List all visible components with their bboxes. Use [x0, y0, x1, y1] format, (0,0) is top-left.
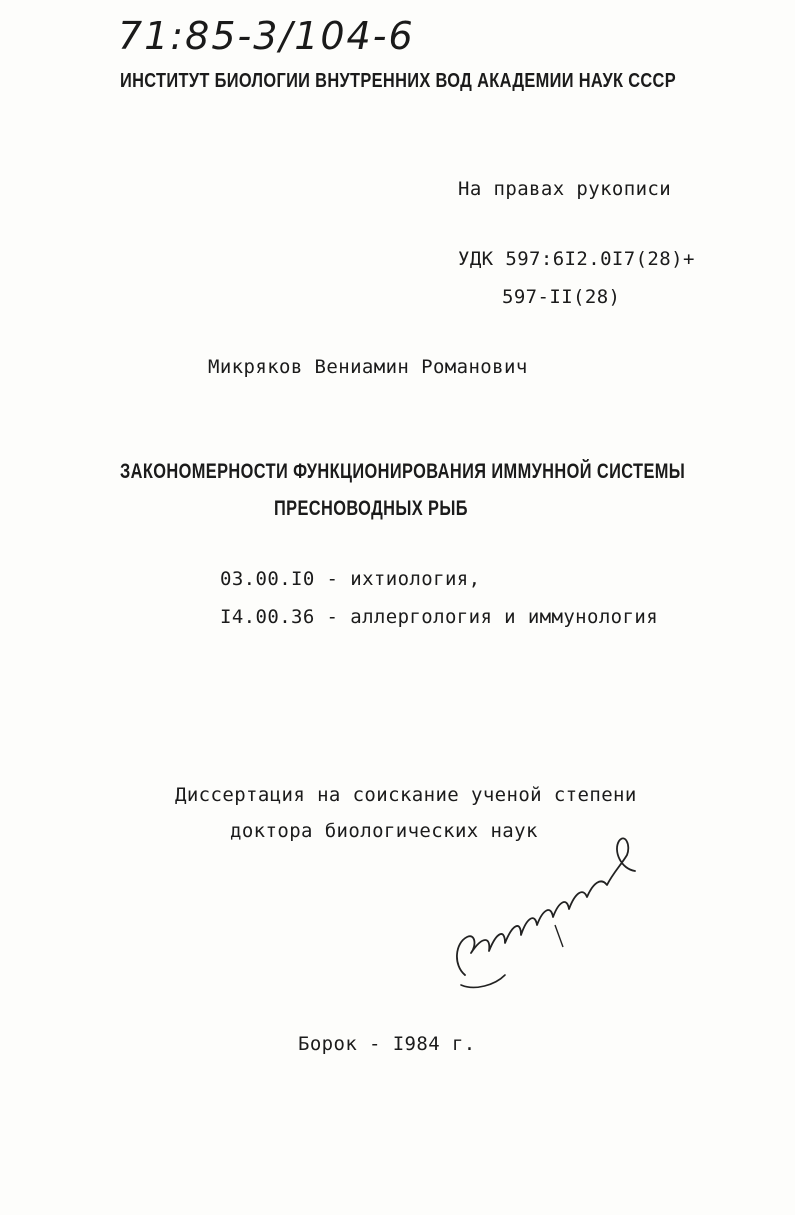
dissertation-line-1: Диссертация на соискание ученой степени: [175, 784, 637, 806]
place-and-year: Борок - I984 г.: [298, 1033, 476, 1055]
manuscript-rights: На правах рукописи: [458, 178, 672, 200]
specialty-1: 03.00.I0 - ихтиология,: [220, 568, 481, 590]
archive-number: 71:85-3/104-6: [118, 14, 415, 58]
udc-line-2: 597-II(28): [502, 286, 621, 308]
institute-name: ИНСТИТУТ БИОЛОГИИ ВНУТРЕННИХ ВОД АКАДЕМИИ НАУК СССР: [120, 70, 676, 92]
udc-line-1: УДК 597:6I2.0I7(28)+: [458, 248, 695, 270]
dissertation-line-2: доктора биологических наук: [230, 820, 538, 842]
specialty-2: I4.00.36 - аллергология и иммунология: [220, 606, 659, 628]
author-name: Микряков Вениамин Романович: [208, 356, 528, 378]
title-line-2: ПРЕСНОВОДНЫХ РЫБ: [274, 497, 468, 520]
title-line-1: ЗАКОНОМЕРНОСТИ ФУНКЦИОНИРОВАНИЯ ИММУННОЙ СИСТЕМЫ: [120, 460, 686, 483]
author-signature: [435, 825, 655, 995]
